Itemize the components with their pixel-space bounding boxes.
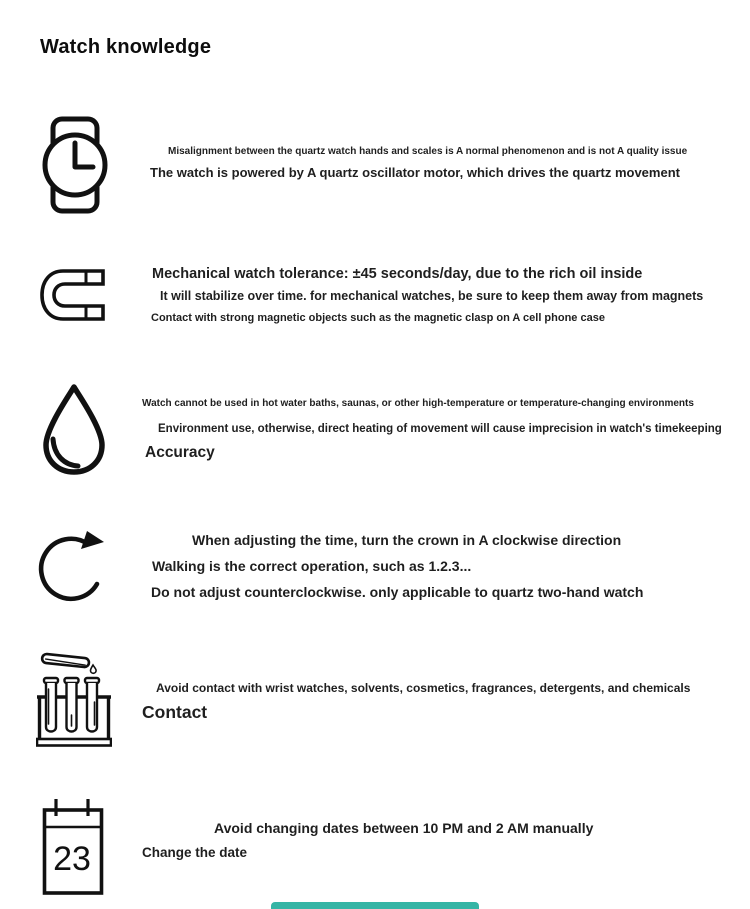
- note-line: Walking is the correct operation, such as 1.2.3...: [152, 558, 472, 574]
- section-label: Accuracy: [145, 444, 215, 461]
- note-line: Change the date: [142, 845, 248, 860]
- watch-icon: [42, 116, 108, 214]
- calendar-icon: [42, 796, 104, 896]
- clockwise-arrow-icon: [36, 524, 110, 612]
- note-line: Avoid contact with wrist watches, solvents, cosmetics, fragrances, detergents, and chemicals: [156, 681, 691, 695]
- note-line: Watch cannot be used in hot water baths, saunas, or other high-temperature or temperature-changing environments: [142, 398, 694, 409]
- page-title: Watch knowledge: [40, 36, 212, 58]
- note-line: Mechanical watch tolerance: ±45 seconds/day, due to the rich oil inside: [152, 266, 643, 282]
- note-line: Misalignment between the quartz watch hands and scales is A normal phenomenon and is not A quality issue: [168, 146, 688, 157]
- bottom-accent-bar: [271, 902, 479, 909]
- note-line: Avoid changing dates between 10 PM and 2 AM manually: [214, 820, 594, 836]
- note-line: Environment use, otherwise, direct heating of movement will cause imprecision in watch's timekeeping: [158, 423, 722, 435]
- section-label: Contact: [142, 702, 208, 722]
- note-line: The watch is powered by A quartz oscillator motor, which drives the quartz movement: [150, 165, 680, 180]
- note-line: Do not adjust counterclockwise. only applicable to quartz two-hand watch: [151, 584, 644, 600]
- note-line: It will stabilize over time. for mechanical watches, be sure to keep them away from magnets: [160, 289, 704, 303]
- note-line: When adjusting the time, turn the crown in A clockwise direction: [192, 532, 622, 548]
- note-line: Contact with strong magnetic objects such as the magnetic clasp on A cell phone case: [151, 312, 605, 324]
- test-tubes-icon: [36, 648, 112, 748]
- water-drop-icon: [40, 382, 108, 477]
- calendar-day-number: 23: [53, 840, 91, 878]
- magnet-icon: [39, 268, 105, 324]
